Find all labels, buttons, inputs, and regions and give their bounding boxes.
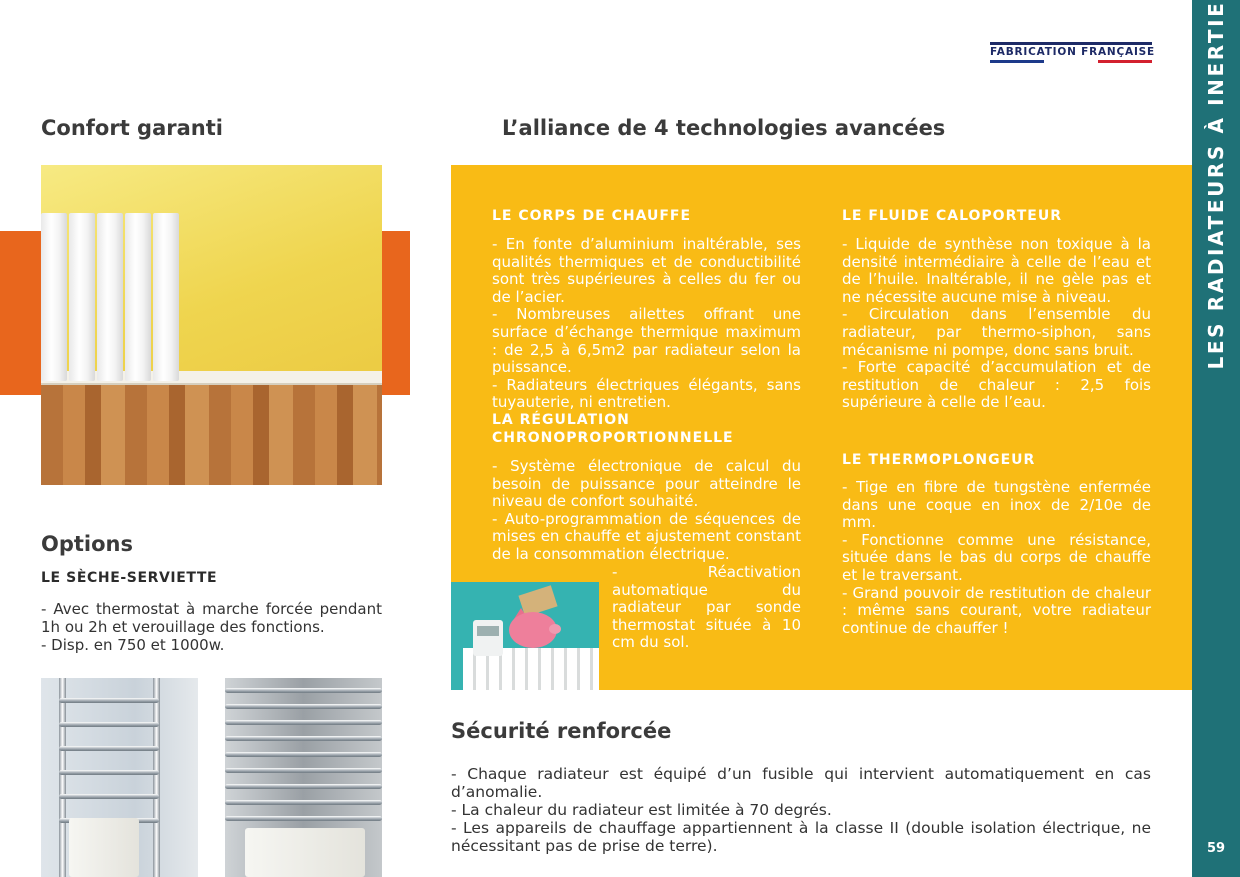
sidebar-title: LES RADIATEURS À INERTIE bbox=[1204, 0, 1228, 370]
card-text-regulation-a bbox=[492, 458, 801, 564]
card-line: - Auto-programmation de séquences de mises en chauffe et ajustement constant de la consommation électrique. bbox=[492, 509, 801, 563]
security-text bbox=[451, 765, 1151, 855]
security-line: - Les appareils de chauffage appartiennent à la classe II (double isolation électrique, ne nécessitant pas de prise de terre). bbox=[451, 819, 1151, 855]
options-text bbox=[41, 600, 382, 654]
card-title-fluide: LE FLUIDE CALOPORTEUR bbox=[842, 208, 1062, 224]
card-line: - Nombreuses ailettes offrant une surface d’échange thermique maximum : de 2,5 à 6,5m2 par radiateur selon la puissance. bbox=[492, 305, 801, 377]
french-flag-icon bbox=[990, 60, 1152, 63]
options-line: - Avec thermostat à marche forcée pendant 1h ou 2h et verouillage des fonctions. bbox=[41, 600, 382, 636]
card-line: - Forte capacité d’accumulation et de restitution de chaleur : 2,5 fois supérieure à celle de l’eau. bbox=[842, 358, 1151, 412]
card-line: - Système électronique de calcul du besoin de puissance pour atteindre le niveau de confort souhaité. bbox=[492, 457, 801, 511]
card-line: - En fonte d’aluminium inaltérable, ses qualités thermiques et de conductibilité sont très supérieures à celles du fer ou de l’acier. bbox=[492, 235, 801, 306]
radiator-photo bbox=[41, 165, 382, 485]
card-title-thermoplongeur: LE THERMOPLONGEUR bbox=[842, 452, 1036, 468]
fabrication-francaise-badge bbox=[990, 42, 1155, 64]
security-line: - La chaleur du radiateur est limitée à 70 degrés. bbox=[451, 801, 832, 819]
card-text-corps-de-chauffe bbox=[492, 236, 801, 412]
towel-rail-photo-right bbox=[225, 678, 382, 877]
options-title: Options bbox=[41, 532, 133, 556]
card-line: - Tige en fibre de tungstène enfermée dans une coque en inox de 2/10e de mm. bbox=[842, 478, 1151, 532]
card-line: - Liquide de synthèse non toxique à la densité intermédiaire à celle de l’eau et de l’huile. Inaltérable, il ne gèle pas et ne nécessite aucune mise à niveau. bbox=[842, 235, 1151, 306]
security-line: - Chaque radiateur est équipé d’un fusible qui intervient automatiquement en cas d’anomalie. bbox=[451, 765, 1151, 801]
card-text-thermoplongeur bbox=[842, 479, 1151, 637]
sidebar-band bbox=[1192, 0, 1240, 877]
page-number: 59 bbox=[1206, 841, 1226, 856]
towel-rail-photo-left bbox=[41, 678, 198, 877]
card-text-fluide bbox=[842, 236, 1151, 412]
card-line: - Fonctionne comme une résistance, située dans le bas du corps de chauffe et le traversant. bbox=[842, 530, 1151, 584]
options-line: - Disp. en 750 et 1000w. bbox=[41, 636, 225, 654]
radiator-icon bbox=[41, 213, 181, 381]
card-line: - Circulation dans l’ensemble du radiateur, par thermo-siphon, sans mécanisme ni pompe, donc sans bruit. bbox=[842, 305, 1151, 359]
card-title-corps-de-chauffe: LE CORPS DE CHAUFFE bbox=[492, 208, 692, 224]
alliance-title: L’alliance de 4 technologies avancées bbox=[502, 116, 946, 140]
badge-label: FABRICATION FRANÇAISE bbox=[990, 46, 1155, 58]
security-title: Sécurité renforcée bbox=[451, 719, 672, 743]
card-line: - Grand pouvoir de restitution de chaleur : même sans courant, votre radiateur continue de chauffer ! bbox=[842, 583, 1151, 637]
card-title-regulation: LA RÉGULATION CHRONOPROPORTIONNELLE bbox=[492, 412, 734, 446]
card-line: - Radiateurs électriques élégants, sans tuyauterie, ni entretien. bbox=[492, 375, 801, 412]
card-text-regulation-b: - Réactivation automatique du radiateur par sonde thermostat située à 10 cm du sol. bbox=[612, 563, 801, 652]
options-subtitle: LE SÈCHE-SERVIETTE bbox=[41, 570, 218, 586]
comfort-title: Confort garanti bbox=[41, 116, 223, 140]
piggy-bank-photo bbox=[451, 582, 599, 690]
